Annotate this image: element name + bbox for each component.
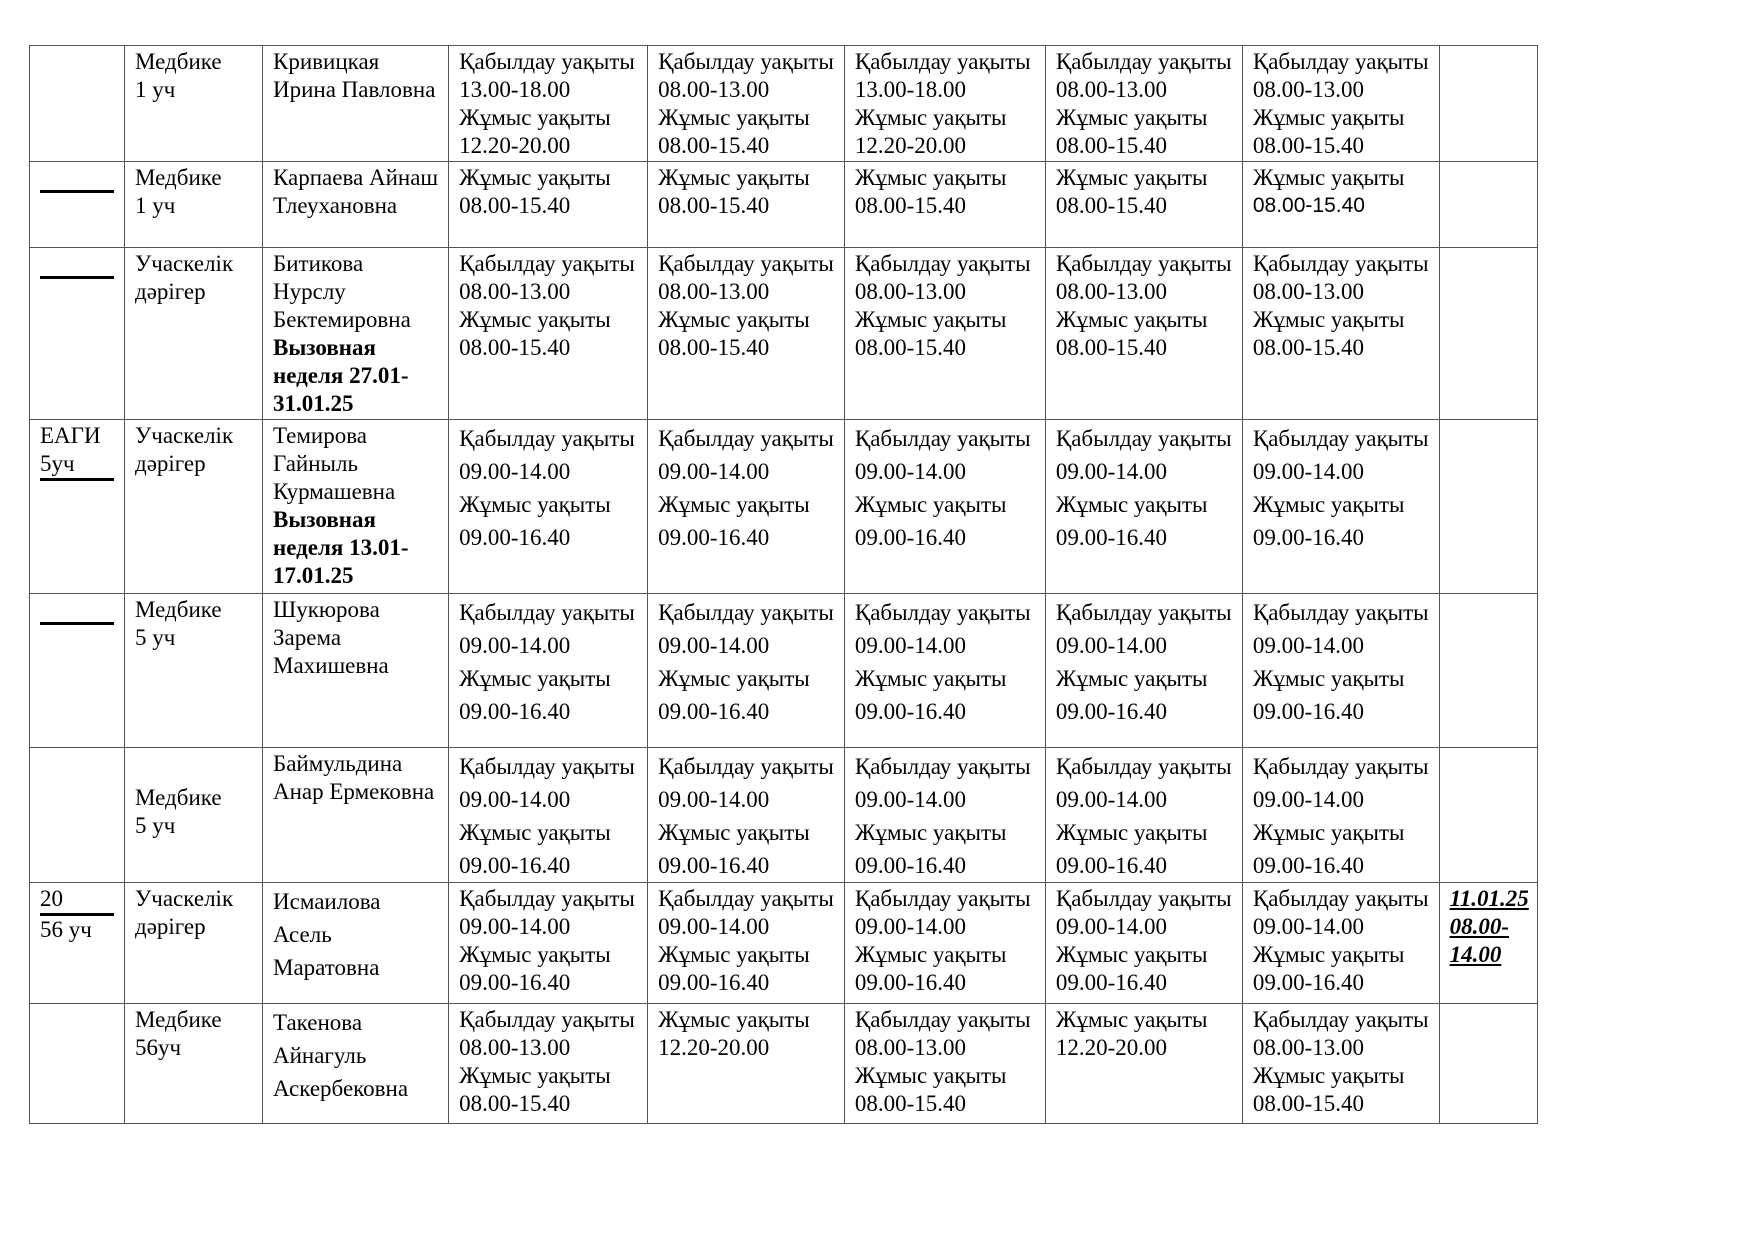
schedule-line: 08.00-15.40 (658, 193, 770, 218)
name-line: Исмаилова (273, 889, 381, 914)
schedule-line: Жұмыс уақыты (1055, 492, 1208, 517)
schedule-line: 08.00-15.40 (1055, 133, 1168, 158)
schedule-line: Жұмыс уақыты (1252, 942, 1405, 967)
saturday-cell (1439, 46, 1537, 162)
role-cell (125, 248, 263, 420)
schedule-line: 09.00-16.40 (1252, 853, 1365, 878)
schedule-line: Жұмыс уақыты (459, 307, 611, 332)
schedule-line: 08.00-13.00 (1252, 77, 1365, 102)
role-cell (125, 594, 263, 748)
schedule-line: Қабылдау уақыты (459, 426, 635, 451)
schedule-line: Жұмыс уақыты (854, 165, 1007, 190)
role-line: Медбике (135, 165, 222, 190)
schedule-line: 08.00-15.40 (658, 335, 770, 360)
section-cell (30, 46, 125, 162)
schedule-line: Жұмыс уақыты (1055, 105, 1208, 130)
day-cell (1045, 594, 1242, 748)
schedule-line: 08.00-15.40 (1252, 194, 1365, 217)
schedule-line: Қабылдау уақыты (459, 886, 635, 911)
schedule-line: Жұмыс уақыты (658, 105, 810, 130)
name-line: Тлеухановна (273, 193, 398, 218)
schedule-line: 09.00-14.00 (854, 787, 967, 812)
saturday-cell (1439, 1004, 1537, 1124)
table-row (30, 748, 1538, 883)
day-cell (1045, 420, 1242, 594)
name-line: Айнагуль (273, 1043, 367, 1068)
name-line: Гайныль (273, 451, 358, 476)
role-line: Медбике (135, 1007, 222, 1032)
role-line: Медбике (135, 785, 222, 810)
role-line: Учаскелік (135, 423, 234, 448)
schedule-line: Жұмыс уақыты (658, 307, 810, 332)
table-row (30, 248, 1538, 420)
schedule-line: 09.00-14.00 (1055, 914, 1168, 939)
dash-mark (40, 622, 114, 625)
schedule-line: 09.00-16.40 (1055, 525, 1168, 550)
schedule-line: Жұмыс уақыты (1055, 165, 1208, 190)
schedule-line: 08.00-15.40 (1252, 335, 1365, 360)
schedule-line: 09.00-16.40 (1252, 525, 1365, 550)
schedule-line: Жұмыс уақыты (1252, 492, 1405, 517)
schedule-line: Жұмыс уақыты (658, 492, 810, 517)
schedule-line: Жұмыс уақыты (1252, 666, 1405, 691)
schedule-line: Жұмыс уақыты (854, 492, 1007, 517)
schedule-line: Қабылдау уақыты (854, 754, 1031, 779)
schedule-line: Қабылдау уақыты (1055, 600, 1232, 625)
section-cell (30, 748, 125, 883)
section-sub-label: 56 уч (40, 917, 92, 942)
schedule-line: Қабылдау уақыты (459, 1007, 635, 1032)
role-cell (125, 420, 263, 594)
day-cell (844, 162, 1045, 248)
schedule-line: Жұмыс уақыты (854, 820, 1007, 845)
schedule-line: 13.00-18.00 (459, 77, 571, 102)
section-cell (30, 594, 125, 748)
day-cell (648, 46, 845, 162)
name-cell (263, 748, 449, 883)
day-cell (1242, 883, 1439, 1004)
day-cell (1045, 248, 1242, 420)
schedule-line: Қабылдау уақыты (658, 426, 834, 451)
schedule-line: 09.00-14.00 (658, 633, 770, 658)
schedule-line: 08.00-15.40 (854, 335, 967, 360)
day-cell (648, 748, 845, 883)
schedule-line: 08.00-15.40 (459, 193, 571, 218)
schedule-line: 13.00-18.00 (854, 77, 967, 102)
name-line: Ирина Павловна (273, 77, 436, 102)
schedule-line: 09.00-16.40 (459, 699, 571, 724)
dash-mark (40, 190, 114, 193)
role-line: дәрігер (135, 451, 206, 476)
section-label: 20 (40, 886, 63, 911)
day-cell (449, 162, 648, 248)
schedule-line: Қабылдау уақыты (854, 1007, 1031, 1032)
schedule-line: 12.20-20.00 (854, 133, 967, 158)
schedule-line: 09.00-16.40 (459, 853, 571, 878)
role-line: 5 уч (135, 625, 176, 650)
day-cell (844, 1004, 1045, 1124)
schedule-line: 08.00-15.40 (1252, 133, 1365, 158)
schedule-line: 09.00-16.40 (854, 970, 967, 995)
name-cell (263, 1004, 449, 1124)
name-line: Баймульдина (273, 751, 403, 776)
saturday-cell (1439, 883, 1537, 1004)
saturday-cell (1439, 748, 1537, 883)
schedule-line: Жұмыс уақыты (459, 492, 611, 517)
table-row (30, 1004, 1538, 1124)
day-cell (1242, 46, 1439, 162)
role-cell (125, 1004, 263, 1124)
day-cell (648, 248, 845, 420)
role-line: дәрігер (135, 914, 206, 939)
schedule-line: 08.00-13.00 (1055, 279, 1168, 304)
name-line: Такенова (273, 1010, 363, 1035)
schedule-line: Жұмыс уақыты (854, 1063, 1007, 1088)
schedule-line: Жұмыс уақыты (1252, 105, 1405, 130)
schedule-line: 08.00-13.00 (658, 279, 770, 304)
name-cell (263, 594, 449, 748)
day-cell (1045, 162, 1242, 248)
call-week-note: Вызовная неделя 13.01-17.01.25 (273, 507, 409, 588)
schedule-line: 09.00-14.00 (1055, 459, 1168, 484)
role-line: Медбике (135, 597, 222, 622)
day-cell (844, 883, 1045, 1004)
day-cell (1045, 748, 1242, 883)
schedule-line: 09.00-16.40 (459, 970, 571, 995)
role-line: Учаскелік (135, 886, 234, 911)
schedule-line: Қабылдау уақыты (1252, 754, 1429, 779)
schedule-line: 09.00-14.00 (1055, 787, 1168, 812)
schedule-line: 09.00-16.40 (854, 853, 967, 878)
schedule-line: Қабылдау уақыты (459, 251, 635, 276)
day-cell (1242, 748, 1439, 883)
schedule-line: Қабылдау уақыты (1252, 251, 1429, 276)
day-cell (1045, 46, 1242, 162)
schedule-line: 09.00-14.00 (459, 787, 571, 812)
schedule-line: Жұмыс уақыты (1252, 307, 1405, 332)
schedule-line: Жұмыс уақыты (1055, 307, 1208, 332)
saturday-shift: 11.01.25 08.00-14.00 (1449, 886, 1529, 967)
table-row (30, 46, 1538, 162)
role-cell (125, 748, 263, 883)
schedule-line: 09.00-14.00 (1252, 787, 1365, 812)
schedule-line: Қабылдау уақыты (1055, 49, 1232, 74)
schedule-line: 08.00-15.40 (854, 1091, 967, 1116)
schedule-line: 09.00-16.40 (1055, 699, 1168, 724)
schedule-line: Қабылдау уақыты (1252, 600, 1429, 625)
name-line: Асель (273, 922, 332, 947)
schedule-line: 08.00-15.40 (459, 335, 571, 360)
day-cell (648, 420, 845, 594)
role-line: дәрігер (135, 279, 206, 304)
schedule-line: Жұмыс уақыты (1252, 1063, 1405, 1088)
schedule-line: Жұмыс уақыты (459, 165, 611, 190)
day-cell (844, 594, 1045, 748)
schedule-line: Жұмыс уақыты (1055, 820, 1208, 845)
schedule-line: 08.00-13.00 (1252, 1035, 1365, 1060)
day-cell (449, 883, 648, 1004)
schedule-line: 12.20-20.00 (658, 1035, 770, 1060)
schedule-line: 08.00-15.40 (1252, 1091, 1365, 1116)
schedule-line: 08.00-13.00 (459, 279, 571, 304)
schedule-line: Жұмыс уақыты (459, 942, 611, 967)
section-cell (30, 162, 125, 248)
section-cell (30, 1004, 125, 1124)
schedule-line: Қабылдау уақыты (854, 49, 1031, 74)
schedule-line: Қабылдау уақыты (1252, 886, 1429, 911)
role-line: Учаскелік (135, 251, 234, 276)
schedule-line: 09.00-16.40 (459, 525, 571, 550)
schedule-line: 08.00-13.00 (459, 1035, 571, 1060)
name-line: Шукюрова (273, 597, 380, 622)
name-line: Битикова (273, 251, 364, 276)
schedule-line: 09.00-14.00 (459, 914, 571, 939)
schedule-line: Жұмыс уақыты (1252, 165, 1405, 190)
schedule-line: 09.00-14.00 (459, 459, 571, 484)
schedule-line: Қабылдау уақыты (658, 886, 834, 911)
schedule-line: 08.00-15.40 (1055, 193, 1168, 218)
schedule-line: Қабылдау уақыты (459, 600, 635, 625)
schedule-line: Қабылдау уақыты (459, 754, 635, 779)
name-line: Кривицкая (273, 49, 380, 74)
underline-mark (40, 478, 114, 481)
schedule-line: Қабылдау уақыты (1252, 1007, 1429, 1032)
name-line: Карпаева Айнаш (273, 165, 439, 190)
schedule-line: 09.00-14.00 (459, 633, 571, 658)
role-line: 5 уч (135, 813, 176, 838)
section-cell (30, 883, 125, 1004)
day-cell (844, 748, 1045, 883)
schedule-line: 09.00-14.00 (854, 459, 967, 484)
name-line: Бектемировна (273, 307, 411, 332)
schedule-line: Қабылдау уақыты (854, 600, 1031, 625)
schedule-line: 09.00-14.00 (1252, 459, 1365, 484)
section-cell (30, 248, 125, 420)
saturday-cell (1439, 420, 1537, 594)
day-cell (1242, 420, 1439, 594)
schedule-line: Қабылдау уақыты (459, 49, 635, 74)
schedule-line: 09.00-16.40 (854, 525, 967, 550)
role-line: 1 уч (135, 77, 176, 102)
schedule-line: 09.00-16.40 (1252, 970, 1365, 995)
role-line: Медбике (135, 49, 222, 74)
schedule-line: Қабылдау уақыты (1055, 886, 1232, 911)
schedule-line: Жұмыс уақыты (658, 942, 810, 967)
schedule-line: Жұмыс уақыты (459, 1063, 611, 1088)
schedule-line: 09.00-16.40 (658, 853, 770, 878)
schedule-line: Жұмыс уақыты (1055, 666, 1208, 691)
schedule-line: 08.00-15.40 (658, 133, 770, 158)
schedule-line: Жұмыс уақыты (854, 942, 1007, 967)
schedule-line: 09.00-16.40 (1252, 699, 1365, 724)
schedule-line: 09.00-16.40 (658, 970, 770, 995)
day-cell (1242, 1004, 1439, 1124)
schedule-line: Жұмыс уақыты (459, 820, 611, 845)
name-cell (263, 420, 449, 594)
schedule-line: Жұмыс уақыты (1055, 1007, 1208, 1032)
day-cell (648, 883, 845, 1004)
schedule-line: 09.00-16.40 (658, 525, 770, 550)
schedule-line: 09.00-14.00 (658, 459, 770, 484)
schedule-line: Қабылдау уақыты (1055, 251, 1232, 276)
schedule-line: 09.00-14.00 (658, 787, 770, 812)
schedule-line: Жұмыс уақыты (854, 105, 1007, 130)
day-cell (449, 420, 648, 594)
section-sub-label: 5уч (40, 451, 75, 476)
day-cell (844, 420, 1045, 594)
day-cell (648, 1004, 845, 1124)
role-cell (125, 883, 263, 1004)
schedule-line: Жұмыс уақыты (1055, 942, 1208, 967)
saturday-cell (1439, 162, 1537, 248)
schedule-line: 08.00-13.00 (1055, 77, 1168, 102)
dash-mark (40, 276, 114, 279)
schedule-line: 09.00-16.40 (1055, 853, 1168, 878)
name-cell (263, 248, 449, 420)
schedule-line: 08.00-15.40 (459, 1091, 571, 1116)
table-row (30, 420, 1538, 594)
name-line: Темирова (273, 423, 368, 448)
day-cell (648, 162, 845, 248)
schedule-line: 09.00-14.00 (854, 633, 967, 658)
section-cell (30, 420, 125, 594)
schedule-line: Жұмыс уақыты (854, 307, 1007, 332)
schedule-line: 08.00-13.00 (854, 1035, 967, 1060)
role-line: 56уч (135, 1035, 182, 1060)
day-cell (844, 46, 1045, 162)
schedule-line: 09.00-16.40 (1055, 970, 1168, 995)
schedule-line: Қабылдау уақыты (1252, 49, 1429, 74)
table-row (30, 162, 1538, 248)
name-cell (263, 162, 449, 248)
schedule-line: Жұмыс уақыты (854, 666, 1007, 691)
schedule-line: Қабылдау уақыты (854, 426, 1031, 451)
schedule-line: 09.00-14.00 (658, 914, 770, 939)
day-cell (449, 594, 648, 748)
schedule-line: Қабылдау уақыты (658, 754, 834, 779)
schedule-line: Қабылдау уақыты (1055, 426, 1232, 451)
schedule-line: Жұмыс уақыты (658, 165, 810, 190)
schedule-line: 08.00-15.40 (1055, 335, 1168, 360)
table-row (30, 594, 1538, 748)
name-line: Курмашевна (273, 479, 396, 504)
role-cell (125, 162, 263, 248)
day-cell (449, 748, 648, 883)
day-cell (844, 248, 1045, 420)
schedule-line: Жұмыс уақыты (658, 820, 810, 845)
schedule-line: 09.00-14.00 (1252, 633, 1365, 658)
schedule-line: Қабылдау уақыты (1252, 426, 1429, 451)
schedule-line: 08.00-15.40 (854, 193, 967, 218)
schedule-line: Қабылдау уақыты (658, 251, 834, 276)
name-line: Нурслу (273, 279, 346, 304)
schedule-line: Қабылдау уақыты (854, 886, 1031, 911)
day-cell (1045, 883, 1242, 1004)
day-cell (449, 248, 648, 420)
day-cell (449, 1004, 648, 1124)
schedule-line: Қабылдау уақыты (854, 251, 1031, 276)
name-line: Зарема (273, 625, 342, 650)
schedule-line: 09.00-14.00 (1055, 633, 1168, 658)
saturday-cell (1439, 248, 1537, 420)
name-cell (263, 883, 449, 1004)
name-line: Маратовна (273, 955, 380, 980)
schedule-line: 09.00-16.40 (854, 699, 967, 724)
role-line: 1 уч (135, 193, 176, 218)
schedule-line: 08.00-13.00 (1252, 279, 1365, 304)
schedule-line: 12.20-20.00 (1055, 1035, 1168, 1060)
day-cell (449, 46, 648, 162)
schedule-line: Қабылдау уақыты (658, 49, 834, 74)
name-line: Аскербековна (273, 1076, 409, 1101)
day-cell (1242, 594, 1439, 748)
schedule-line: 12.20-20.00 (459, 133, 571, 158)
saturday-cell (1439, 594, 1537, 748)
schedule-table (29, 45, 1538, 1124)
role-cell (125, 46, 263, 162)
schedule-line: Жұмыс уақыты (658, 666, 810, 691)
name-line: Махишевна (273, 653, 389, 678)
schedule-line: Жұмыс уақыты (459, 666, 611, 691)
schedule-line: 09.00-16.40 (658, 699, 770, 724)
schedule-line: Жұмыс уақыты (1252, 820, 1405, 845)
call-week-note: Вызовная неделя 27.01-31.01.25 (273, 335, 409, 416)
day-cell (1242, 248, 1439, 420)
schedule-line: 08.00-13.00 (658, 77, 770, 102)
table-row (30, 883, 1538, 1004)
schedule-line: 09.00-14.00 (1252, 914, 1365, 939)
day-cell (1242, 162, 1439, 248)
day-cell (1045, 1004, 1242, 1124)
name-line: Анар Ермековна (273, 779, 435, 804)
schedule-line: Жұмыс уақыты (658, 1007, 810, 1032)
name-cell (263, 46, 449, 162)
section-label: ЕАГИ (40, 423, 101, 448)
schedule-line: Қабылдау уақыты (658, 600, 834, 625)
schedule-line: 08.00-13.00 (854, 279, 967, 304)
schedule-line: 09.00-14.00 (854, 914, 967, 939)
schedule-line: Қабылдау уақыты (1055, 754, 1232, 779)
day-cell (648, 594, 845, 748)
schedule-line: Жұмыс уақыты (459, 105, 611, 130)
